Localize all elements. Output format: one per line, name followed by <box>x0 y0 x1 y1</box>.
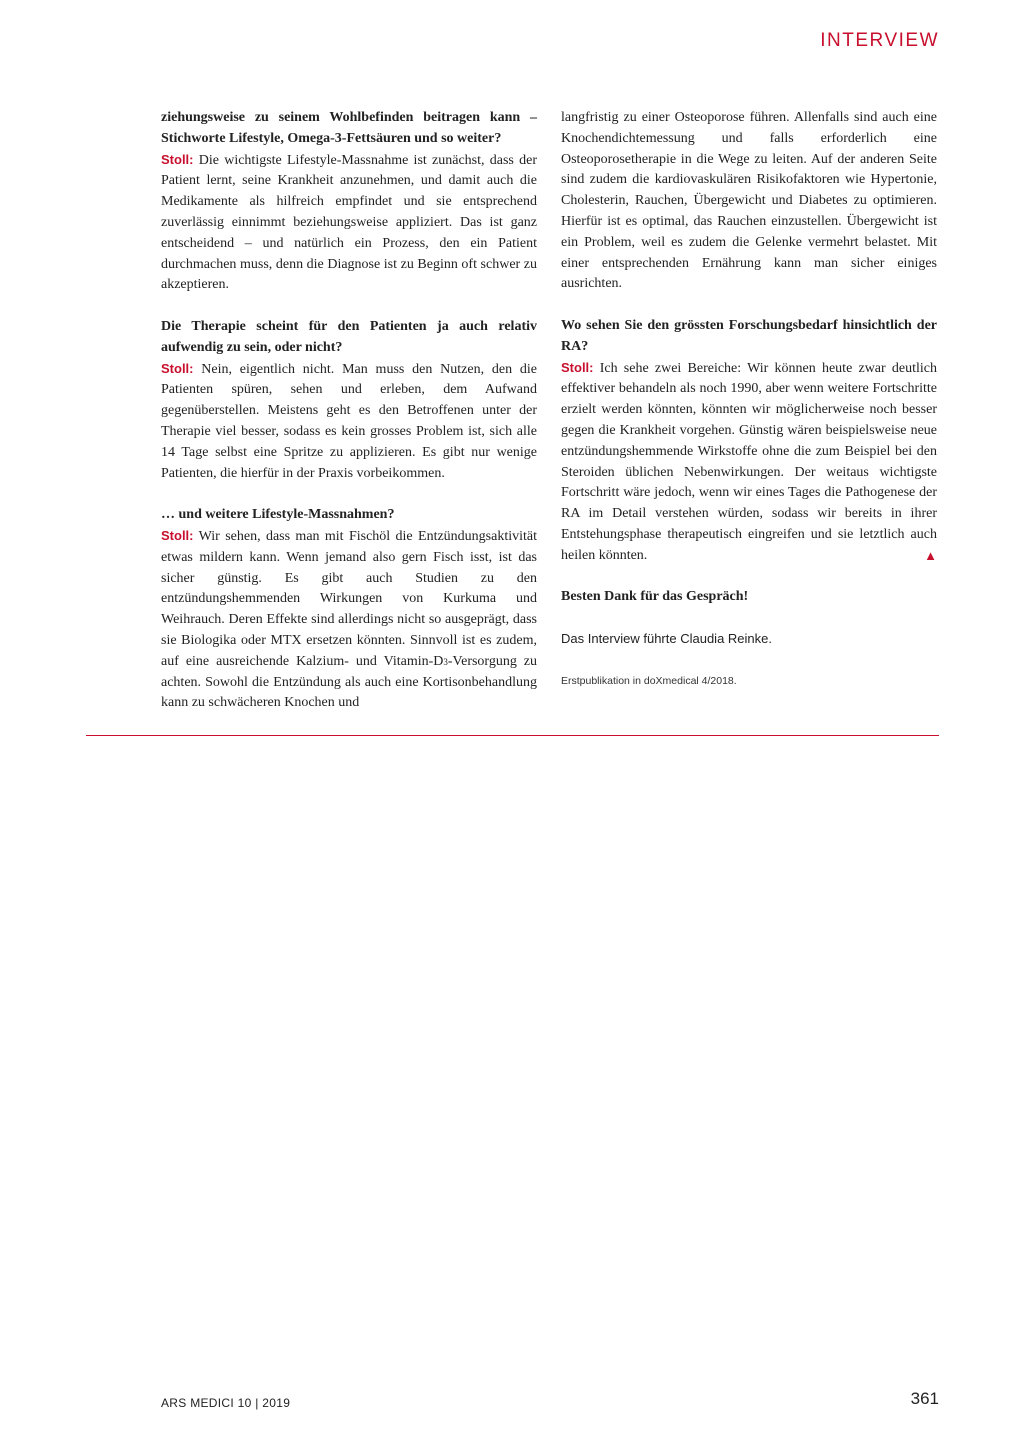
speaker-label: Stoll: <box>161 360 194 376</box>
closing-thanks: Besten Dank für das Gespräch! <box>561 589 749 605</box>
answer-text: Wir sehen, dass man mit Fischöl die Entzündungsaktivität etwas mildern kann. Wenn jemand also gern Fisch isst, ist das sicher günstig. Es gibt auch Studien zu den entzündungshemmenden Wirkungen von Kurkuma und Weihrauch. Deren Effekte sind allerdings nicht so ausgeprägt, dass sie Biologika oder MTX ersetzen könnten. Sinnvoll ist es zudem, auf eine ausreichende Kalzium- und Vitamin-D <box>161 528 537 669</box>
journal-footer: ARS MEDICI 10 | 2019 <box>161 1396 291 1410</box>
question: … und weitere Lifestyle-Massnahmen? <box>161 507 395 523</box>
end-triangle-icon: ▲ <box>924 547 937 563</box>
answer-text: Die wichtigste Lifestyle-Massnahme ist zunächst, dass der Patient lernt, seine Krankheit anzunehmen, und damit auch die Medikamente als hilfreich empfindet und sie entsprechend zuverlässig einnimmt beziehungsweise appliziert. Das ist ganz entscheidend – und natürlich ein Prozess, den ein Patient durchmachen muss, denn die Diagnose ist zu Beginn oft schwer zu akzeptieren. <box>161 152 537 293</box>
first-publication-note: Erstpublikation in doXmedical 4/2018. <box>561 674 737 687</box>
page-number: 361 <box>910 1389 939 1408</box>
answer-paragraph <box>161 150 537 297</box>
answer-continued: langfristig zu einer Osteoporose führen. Allenfalls sind auch eine Knochendichtemessung und falls erforderlich eine Osteoporosetherapie in die Wege zu leiten. Auf der anderen Seite sind zudem die kardiovaskulären Risikofaktoren wie Hypertonie, Cholesterin, Rauchen, Übergewicht und Diabetes zu optimieren. Hierfür ist es optimal, das Rauchen einzustellen. Übergewicht ist ein Problem, weil es zudem die Gelenke vermehrt belastet. Mit einer entsprechenden Ernährung kann man sicher einiges ausrichten. <box>561 110 937 292</box>
section-label: INTERVIEW <box>820 30 939 51</box>
speaker-label: Stoll: <box>561 359 594 375</box>
answer-paragraph <box>561 358 937 567</box>
answer-text: -Versorgung zu achten. Sowohl die Entzündung als auch eine Kortisonbehandlung kann zu schwächeren Knochen und <box>161 653 537 711</box>
subscript: 3 <box>443 656 448 667</box>
answer-paragraph <box>161 526 537 714</box>
question-continued: ziehungsweise zu seinem Wohlbefinden beitragen kann – Stichworte Lifestyle, Omega-3-Fettsäuren und so weiter? <box>161 110 537 146</box>
divider-line <box>86 735 939 736</box>
question: Die Therapie scheint für den Patienten ja auch relativ aufwendig zu sein, oder nicht? <box>161 318 537 355</box>
answer-text: Nein, eigentlich nicht. Man muss den Nutzen, den die Patienten spüren, sehen und erleben, dem Aufwand gegenüberstellen. Meistens geht es den Betroffenen unter der Therapie viel besser, sodass es kein grosses Problem ist, sich alle 14 Tage selbst eine Spritze zu applizieren. Es gibt nur wenige Patienten, die hierfür in der Praxis vorbeikommen. <box>161 361 537 481</box>
interview-credit: Das Interview führte Claudia Reinke. <box>561 630 772 646</box>
column-left <box>161 108 537 714</box>
speaker-label: Stoll: <box>161 151 194 167</box>
question: Wo sehen Sie den grössten Forschungsbedarf hinsichtlich der RA? <box>561 317 937 354</box>
answer-paragraph <box>161 359 537 485</box>
column-right <box>561 108 937 691</box>
speaker-label: Stoll: <box>161 527 194 543</box>
answer-text: Ich sehe zwei Bereiche: Wir können heute zwar deutlich effektiver behandeln als noch 1990, aber wenn weitere Fortschritte erzielt werden könnten, könnten wir möglicherweise noch besser gegen die Krankheit vorgehen. Günstig wären beispielsweise neue entzündungshemmende Wirkstoffe ohne die zum Beispiel bei den Steroiden üblichen Nebenwirkungen. Der weitaus wichtigste Fortschritt wäre jedoch, wenn wir eines Tages die Pathogenese der RA im Detail verstehen würden, sodass wir bereits in ihrer Entstehungsphase therapeutisch eingreifen und sie letztlich auch heilen könnten. <box>561 360 937 563</box>
